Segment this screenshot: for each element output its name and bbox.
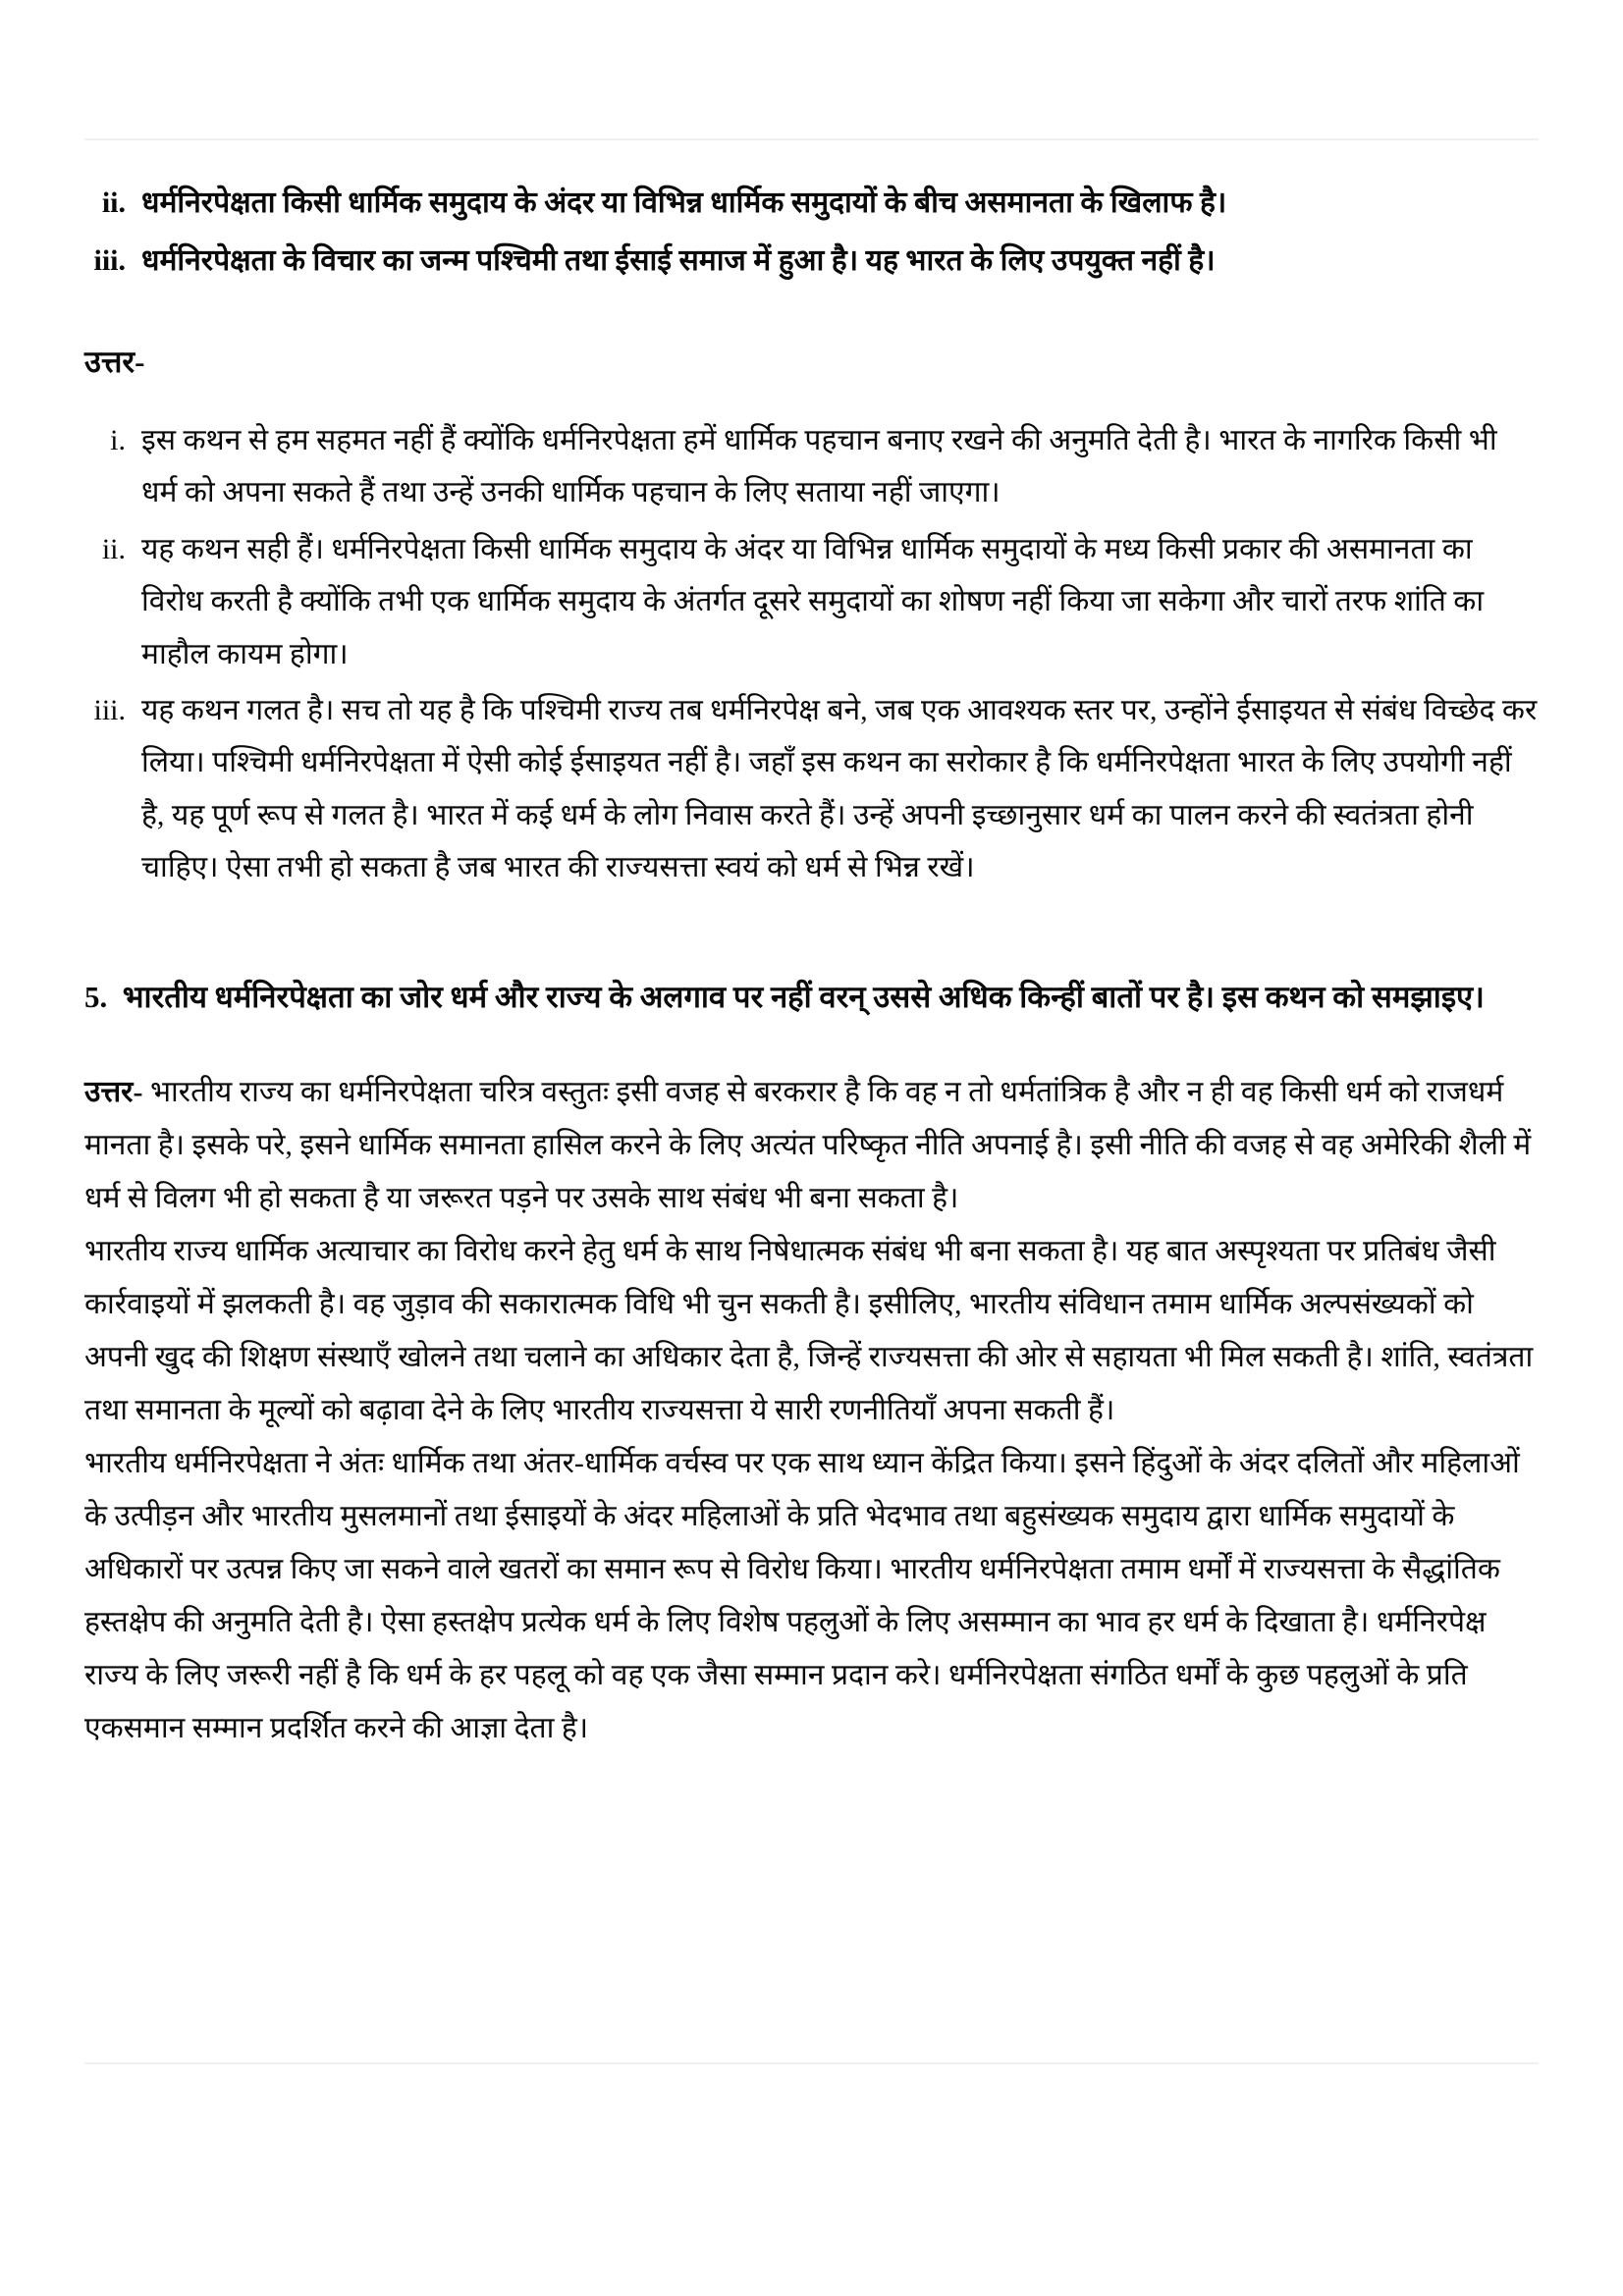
list-item — [84, 684, 1538, 894]
question-five-number: 5. — [84, 980, 108, 1015]
list-text: यह कथन गलत है। सच तो यह है कि पश्चिमी राज्य तब धर्मनिरपेक्ष बने, जब एक आवश्यक स्तर पर, उन्होंने ईसाइयत से संबंध विच्छेद कर लिया। पश्चिमी धर्मनिरपेक्षता में ऐसी कोई ईसाइयत नहीं है। जहाँ इस कथन का सरोकार है कि धर्मनिरपेक्षता भारत के लिए उपयोगी नहीं है, यह पूर्ण रूप से गलत है। भारत में कई धर्म के लोग निवास करते हैं। उन्हें अपनी इच्छानुसार धर्म का पालन करने की स्वतंत्रता होनी चाहिए। ऐसा तभी हो सकता है जब भारत की राज्यसत्ता स्वयं को धर्म से भिन्न रखें। — [141, 693, 1538, 884]
spacer — [84, 897, 1538, 970]
list-marker: iii. — [93, 244, 126, 278]
question-stub-list — [84, 177, 1538, 288]
list-marker: ii. — [101, 532, 126, 565]
list-text: इस कथन से हम सहमत नहीं हैं क्योंकि धर्मनिरपेक्षता हमें धार्मिक पहचान बनाए रखने की अनुमति देती है। भारत के नागरिक किसी भी धर्म को अपना सकते हैं तथा उन्हें उनकी धार्मिक पहचान के लिए सताया नहीं जाएगा। — [141, 423, 1497, 509]
question-five-text: भारतीय धर्मनिरपेक्षता का जोर धर्म और राज्य के अलगाव पर नहीं वरन् उससे अधिक किन्हीं बातों पर है। इस कथन को समझाइए। — [122, 980, 1485, 1015]
answer-five-paragraph-1 — [84, 1066, 1538, 1225]
answer-label: उत्तर- — [84, 344, 145, 379]
spacer — [84, 389, 1538, 414]
list-marker: iii. — [93, 693, 126, 726]
list-item — [84, 523, 1538, 680]
answer-five-text-1: भारतीय राज्य का धर्मनिरपेक्षता चरित्र वस्तुतः इसी वजह से बरकरार है कि वह न तो धर्मतांत्रिक है और न ही वह किसी धर्म को राजधर्म मानता है। इसके परे, इसने धार्मिक समानता हासिल करने के लिए अत्यंत परिष्कृत नीति अपनाई है। इसी नीति की वजह से वह अमेरिकी शैली में धर्म से विलग भी हो सकता है या जरूरत पड़ने पर उसके साथ संबंध भी बना सकता है। — [84, 1076, 1532, 1215]
document-content — [84, 177, 1538, 1755]
spacer — [84, 294, 1538, 335]
page-top-divider — [84, 138, 1539, 140]
question-five-heading — [84, 970, 1538, 1025]
answer-five-label: उत्तर- — [84, 1076, 143, 1109]
list-text: यह कथन सही हैं। धर्मनिरपेक्षता किसी धार्मिक समुदाय के अंदर या विभिन्न धार्मिक समुदायों के मध्य किसी प्रकार की असमानता का विरोध करती है क्योंकि तभी एक धार्मिक समुदाय के अंतर्गत दूसरे समुदायों का शोषण नहीं किया जा सकेगा और चारों तरफ शांति का माहौल कायम होगा। — [141, 532, 1485, 670]
list-text: धर्मनिरपेक्षता के विचार का जन्म पश्चिमी तथा ईसाई समाज में हुआ है। यह भारत के लिए उपयुक्त नहीं है। — [141, 244, 1216, 278]
answer-five-paragraph-2: भारतीय राज्य धार्मिक अत्याचार का विरोध करने हेतु धर्म के साथ निषेधात्मक संबंध भी बना सकता है। यह बात अस्पृश्यता पर प्रतिबंध जैसी कार्रवाइयों में झलकती है। वह जुड़ाव की सकारात्मक विधि भी चुन सकती है। इसीलिए, भारतीय संविधान तमाम धार्मिक अल्पसंख्यकों को अपनी खुद की शिक्षण संस्थाएँ खोलने तथा चलाने का अधिकार देता है, जिन्हें राज्यसत्ता की ओर से सहायता भी मिल सकती है। शांति, स्वतंत्रता तथा समानता के मूल्यों को बढ़ावा देने के लिए भारतीय राज्यसत्ता ये सारी रणनीतियाँ अपना सकती हैं। — [84, 1235, 1534, 1427]
list-item — [84, 177, 1538, 229]
list-text: धर्मनिरपेक्षता किसी धार्मिक समुदाय के अंदर या विभिन्न धार्मिक समुदायों के बीच असमानता के खिलाफ है। — [141, 187, 1227, 219]
answer-list — [84, 414, 1538, 894]
list-item — [84, 235, 1538, 287]
list-marker: ii. — [101, 187, 126, 219]
list-marker: i. — [110, 423, 126, 456]
page-bottom-divider — [84, 2062, 1539, 2064]
answer-five-paragraph-3: भारतीय धर्मनिरपेक्षता ने अंतः धार्मिक तथा अंतर-धार्मिक वर्चस्व पर एक साथ ध्यान केंद्रित किया। इसने हिंदुओं के अंदर दलितों और महिलाओं के उत्पीड़न और भारतीय मुसलमानों तथा ईसाइयों के अंदर महिलाओं के प्रति भेदभाव तथा बहुसंख्यक समुदाय द्वारा धार्मिक समुदायों के अधिकारों पर उत्पन्न किए जा सकने वाले खतरों का समान रूप से विरोध किया। भारतीय धर्मनिरपेक्षता तमाम धर्मों में राज्यसत्ता के सैद्धांतिक हस्तक्षेप की अनुमति देती है। ऐसा हस्तक्षेप प्रत्येक धर्म के लिए विशेष पहलुओं के लिए असम्मान का भाव हर धर्म के दिखाता है। धर्मनिरपेक्ष राज्य के लिए जरूरी नहीं है कि धर्म के हर पहलू को वह एक जैसा सम्मान प्रदान करे। धर्मनिरपेक्षता संगठित धर्मों के कुछ पहलुओं के प्रति एकसमान सम्मान प्रदर्शित करने की आज्ञा देता है। — [84, 1447, 1520, 1745]
spacer — [84, 1025, 1538, 1066]
list-item — [84, 414, 1538, 519]
